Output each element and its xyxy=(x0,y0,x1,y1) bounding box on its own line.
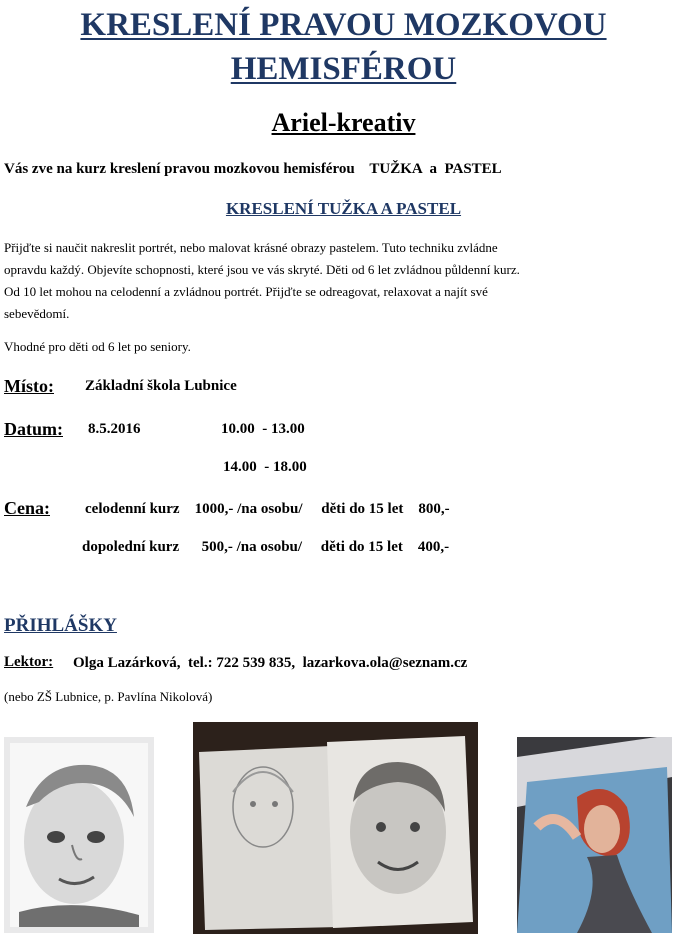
date-label: Datum: xyxy=(4,419,63,439)
lector-label: Lektor: xyxy=(4,654,54,670)
pencil-drawings-photo xyxy=(193,722,478,934)
course-description xyxy=(4,237,684,325)
place-value: Základní škola Lubnice xyxy=(85,378,237,394)
page-title-line-1: KRESLENÍ PRAVOU MOZKOVOU xyxy=(80,7,607,43)
price-row-half-day: dopolední kurz 500,- /na osobu/ děti do 15 let 400,- xyxy=(82,539,450,555)
price-row-full-day: celodenní kurz 1000,- /na osobu/ děti do 15 let 800,- xyxy=(85,501,450,517)
time-slot-2: 14.00 - 18.00 xyxy=(223,459,307,475)
registration-heading: PŘIHLÁŠKY xyxy=(4,615,117,636)
description-line: opravdu každý. Objevíte schopnosti, které jsou ve vás skryté. Děti od 6 let zvládnou půldenní kurz. xyxy=(4,262,520,277)
child-pencil-portrait-photo xyxy=(4,737,154,933)
page-title-line-2: HEMISFÉROU xyxy=(230,51,457,87)
description-line: Od 10 let mohou na celodenní a zvládnou portrét. Přijďte se odreagovat, relaxovat a najít své xyxy=(4,284,488,299)
course-subheading: KRESLENÍ TUŽKA A PASTEL xyxy=(225,199,462,218)
alternative-contact: (nebo ZŠ Lubnice, p. Pavlína Nikolová) xyxy=(4,689,213,704)
price-label: Cena: xyxy=(4,498,50,518)
invitation-text: Vás zve na kurz kreslení pravou mozkovou hemisférou TUŽKA a PASTEL xyxy=(4,161,502,177)
description-line: Přijďte si naučit nakreslit portrét, nebo malovat krásné obrazy pastelem. Tuto techniku zvládne xyxy=(4,240,498,255)
place-label: Místo: xyxy=(4,376,54,396)
description-line: sebevědomí. xyxy=(4,306,70,321)
time-slot-1: 10.00 - 13.00 xyxy=(221,421,305,437)
pastel-portrait-photo xyxy=(517,737,672,933)
suitability-note: Vhodné pro děti od 6 let po seniory. xyxy=(4,339,191,354)
date-value: 8.5.2016 xyxy=(88,421,141,437)
lector-contact: Olga Lazárková, tel.: 722 539 835, lazarkova.ola@seznam.cz xyxy=(73,655,468,671)
organizer-name: Ariel-kreativ xyxy=(271,108,416,137)
